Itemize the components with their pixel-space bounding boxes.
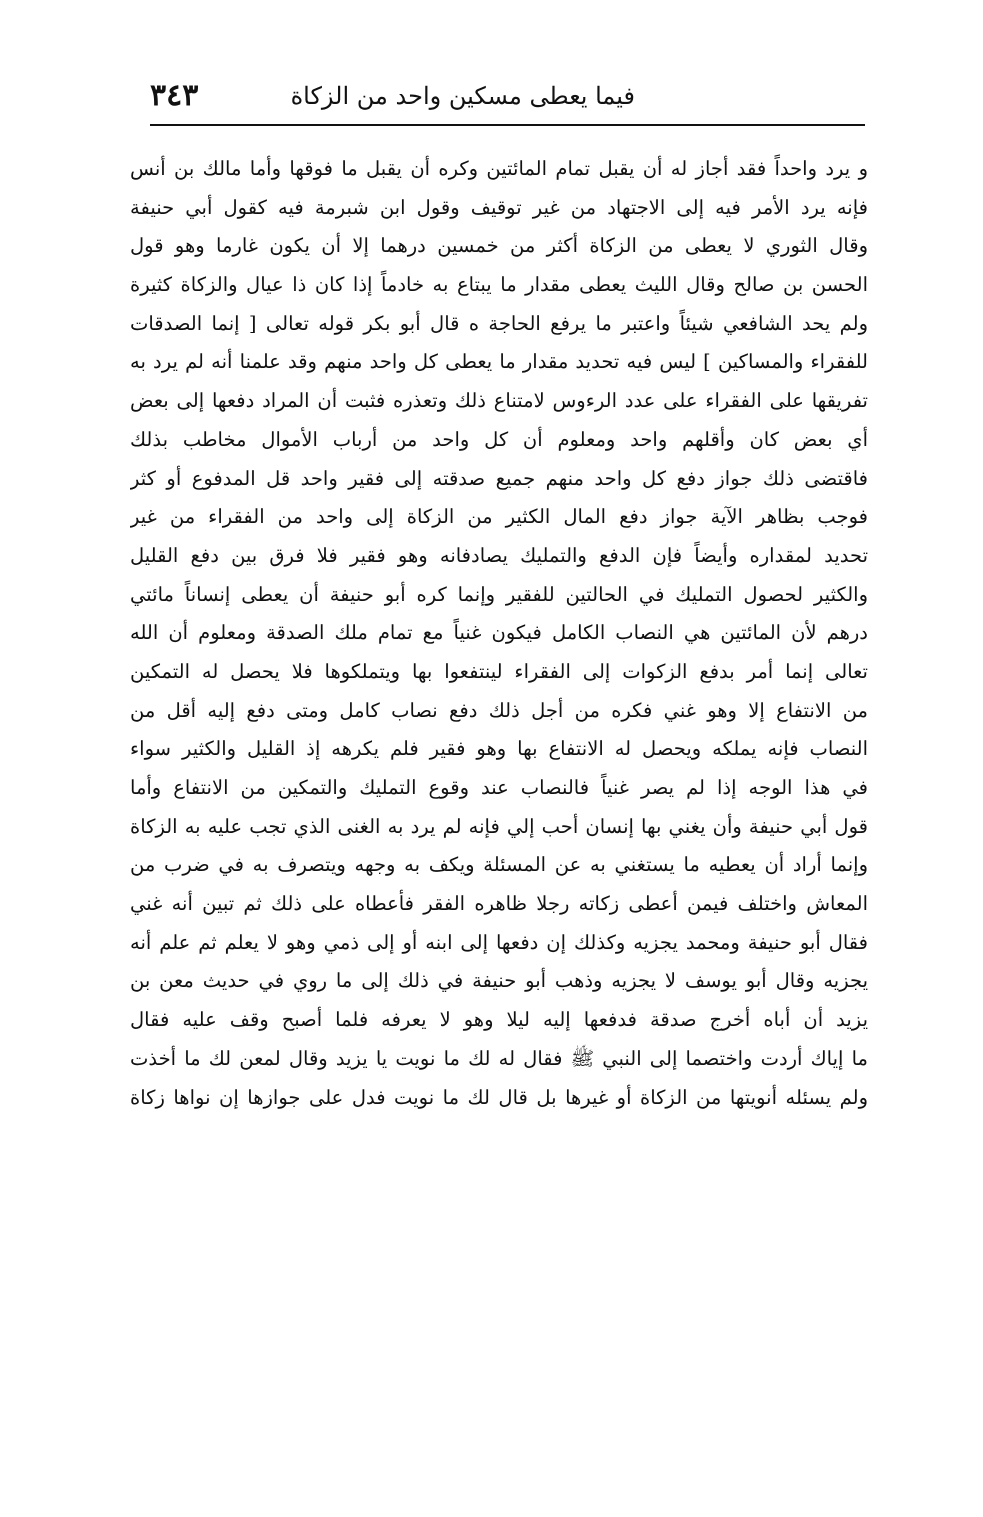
- text-line: قول أبي حنيفة وأن يغني بها إنسان أحب إلي فإنه لم يرد به الغنى الذي تجب عليه به الزكاة: [130, 814, 868, 838]
- text-line: فقال أبو حنيفة ومحمد يجزيه وكذلك إن دفعها إلى ابنه أو إلى ذمي وهو لا يعلم ثم علم أنه: [130, 930, 868, 954]
- text-line: درهم لأن المائتين هي النصاب الكامل فيكون غنياً مع تمام ملك الصدقة ومعلوم أن الله: [130, 621, 868, 645]
- page-number: ٣٤٣: [150, 78, 199, 113]
- text-line: فوجب بظاهر الآية جواز دفع المال الكثير من الزكاة إلى واحد من الفقراء من غير: [130, 505, 868, 529]
- text-line: ما إياك أردت واختصما إلى النبي ﷺ فقال له لك ما نويت يا يزيد وقال لمعن لك ما أخذت: [130, 1046, 868, 1070]
- text-line: للفقراء والمساكين ] ليس فيه تحديد مقدار ما يعطى كل واحد منهم وقد علمنا أنه لم يرد به: [130, 350, 868, 374]
- text-line: وقال الثوري لا يعطى من الزكاة أكثر من خمسين درهما إلا أن يكون غارما وهو قول: [130, 234, 868, 258]
- text-line: من الانتفاع إلا وهو غني فكره من أجل ذلك دفع نصاب كامل ومتى دفع إليه أقل من: [130, 698, 868, 722]
- text-line: و يرد واحداً فقد أجاز له أن يقبل تمام المائتين وكره أن يقبل ما فوقها وأما مالك بن أنس: [130, 157, 868, 180]
- text-line: النصاب فإنه يملكه ويحصل له الانتفاع بها وهو فقير فلم يكرهه إذ القليل والكثير سواء: [130, 737, 868, 761]
- text-line: والكثير لحصول التمليك في الحالتين للفقير وإنما كره أبو حنيفة أن يعطى إنساناً مائتي: [130, 582, 868, 606]
- text-line: المعاش واختلف فيمن أعطى زكاته رجلا ظاهره الفقر فأعطاه على ذلك ثم تبين أنه غني: [130, 892, 868, 916]
- text-line: تعالى إنما أمر بدفع الزكوات إلى الفقراء لينتفعوا بها ويتملكوها فلا يحصل له التمكين: [130, 659, 868, 683]
- text-line: تحديد لمقداره وأيضاً فإن الدفع والتمليك يصادفانه وهو فقير فلا فرق بين دفع القليل: [130, 543, 868, 567]
- text-line: الحسن بن صالح وقال الليث يعطى مقدار ما يبتاع به خادماً إذا كان ذا عيال والزكاة كثيرة: [130, 273, 868, 297]
- running-title: فيما يعطى مسكين واحد من الزكاة: [290, 82, 635, 110]
- text-line: وإنما أراد أن يعطيه ما يستغني به عن المسئلة ويكف به وجهه ويتصرف به في ضرب من: [130, 853, 868, 877]
- text-line: يجزيه وقال أبو يوسف لا يجزيه وذهب أبو حنيفة في ذلك إلى ما روي في حديث معن بن: [130, 969, 868, 993]
- text-line: يزيد أن أباه أخرج صدقة فدفعها إليه ليلا وهو لا يعرفه فلما أصبح وقف عليه فقال: [130, 1008, 868, 1032]
- text-line: ولم يحد الشافعي شيئاً واعتبر ما يرفع الحاجة ه قال أبو بكر قوله تعالى [ إنما الصدقات: [130, 311, 868, 335]
- text-line: أي بعض كان وأقلهم واحد ومعلوم أن كل واحد من أرباب الأموال مخاطب بذلك: [130, 427, 868, 451]
- text-line: فإنه يرد الأمر فيه إلى الاجتهاد من غير توقيف وقول ابن شبرمة فيه كقول أبي حنيفة: [130, 195, 868, 219]
- text-line: في هذا الوجه إذا لم يصر غنياً فالنصاب عند وقوع التمليك والتمكين من الانتفاع وأما: [130, 776, 868, 799]
- text-line: فاقتضى ذلك جواز دفع كل واحد منهم جميع صدقته إلى فقير واحد قل المدفوع أو كثر: [130, 466, 868, 490]
- text-line: ولم يسئله أنويتها من الزكاة أو غيرها بل قال لك ما نويت فدل على جوازها إن نواها زكاة: [130, 1085, 868, 1109]
- body-text: [130, 150, 868, 1117]
- header-rule: [150, 124, 865, 126]
- page-header: [150, 78, 865, 118]
- text-line: تفريقها على الفقراء على عدد الرءوس لامتناع ذلك وتعذره فثبت أن المراد دفعها إلى بعض: [130, 389, 868, 413]
